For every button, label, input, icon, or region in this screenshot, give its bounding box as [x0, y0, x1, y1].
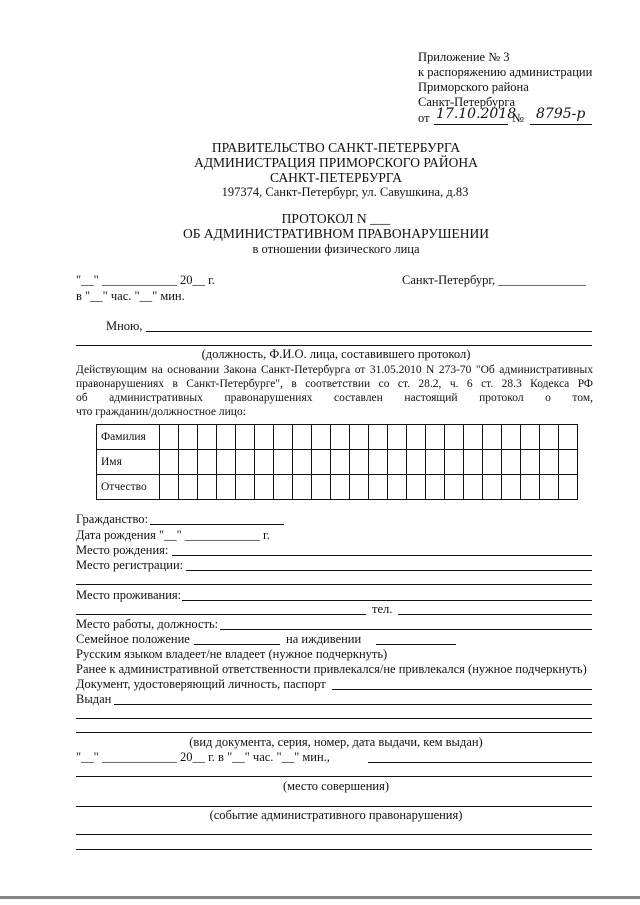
fio-letter-cell[interactable] [540, 475, 559, 500]
fio-letter-cell[interactable] [255, 450, 274, 475]
fio-letter-cell[interactable] [350, 425, 369, 450]
fio-letter-cell[interactable] [293, 425, 312, 450]
fio-letter-cell[interactable] [502, 425, 521, 450]
fio-letter-cell[interactable] [426, 450, 445, 475]
birth-place-label: Место рождения: [76, 543, 169, 557]
fio-letter-cell[interactable] [426, 475, 445, 500]
fio-letter-cell[interactable] [369, 475, 388, 500]
phone-label: тел. [372, 602, 393, 616]
event-field-2[interactable] [76, 834, 592, 835]
fio-letter-cell[interactable] [217, 425, 236, 450]
fio-letter-cell[interactable] [293, 475, 312, 500]
issued-field-2[interactable] [76, 718, 592, 719]
fio-letter-cell[interactable] [160, 450, 179, 475]
phone-field[interactable] [398, 614, 592, 615]
fio-letter-cell[interactable] [407, 475, 426, 500]
registration-field-2[interactable] [76, 584, 592, 585]
fio-letter-cell[interactable] [388, 425, 407, 450]
dependents-label: на иждивении [286, 632, 362, 646]
fio-letter-cell[interactable] [331, 425, 350, 450]
fio-letter-cell[interactable] [236, 425, 255, 450]
fio-letter-cell[interactable] [331, 475, 350, 500]
fio-letter-cell[interactable] [521, 475, 540, 500]
appendix-from-label: от [418, 111, 430, 125]
fio-letter-cell[interactable] [426, 425, 445, 450]
event-caption: (событие административного правонарушения) [209, 808, 463, 822]
protocol-time: в "__" час. "__" мин. [76, 289, 185, 303]
statement-line-4: что гражданин/должностное лицо: [76, 406, 246, 418]
fio-letter-cell[interactable] [217, 450, 236, 475]
fio-letter-cell[interactable] [540, 425, 559, 450]
fio-row-label: Фамилия [97, 425, 160, 450]
fio-letter-cell[interactable] [388, 450, 407, 475]
fio-letter-cell[interactable] [407, 450, 426, 475]
appendix-line-2: к распоряжению администрации [418, 65, 593, 79]
fio-letter-cell[interactable] [179, 475, 198, 500]
fio-letter-cell[interactable] [483, 425, 502, 450]
fio-row [97, 450, 578, 475]
event-time: "__" ____________ 20__ г. в "__" час. "__" мин., [76, 750, 330, 764]
fio-letter-cell[interactable] [559, 425, 578, 450]
appendix-date-handwritten: 17.10.2018 [436, 106, 517, 122]
citizenship-label: Гражданство: [76, 512, 149, 526]
fio-letter-cell[interactable] [179, 425, 198, 450]
fio-letter-cell[interactable] [274, 450, 293, 475]
previous-liability-line: Ранее к административной ответственности привлекался/не привлекался (нужное подчеркнуть) [76, 662, 587, 676]
family-label: Семейное положение [76, 632, 190, 646]
work-field[interactable] [220, 629, 592, 630]
appendix-line-1: Приложение № 3 [418, 50, 510, 64]
protocol-date: "__" ____________ 20__ г. [76, 273, 215, 287]
registration-field[interactable] [186, 570, 592, 571]
fio-letter-cell[interactable] [559, 450, 578, 475]
issued-label: Выдан [76, 692, 112, 706]
fio-letter-cell[interactable] [179, 450, 198, 475]
protocol-subtitle: ОБ АДМИНИСТРАТИВНОМ ПРАВОНАРУШЕНИИ [183, 226, 489, 241]
protocol-title: ПРОТОКОЛ N ___ [281, 211, 391, 226]
fio-letter-cell[interactable] [445, 425, 464, 450]
fio-letter-cell[interactable] [407, 425, 426, 450]
work-label: Место работы, должность: [76, 617, 219, 631]
fio-letter-cell[interactable] [502, 475, 521, 500]
org-header-line-1: ПРАВИТЕЛЬСТВО САНКТ-ПЕТЕРБУРГА [211, 140, 461, 155]
fio-letter-cell[interactable] [255, 475, 274, 500]
fio-letter-cell[interactable] [274, 425, 293, 450]
fio-letter-cell[interactable] [559, 475, 578, 500]
id-document-label: Документ, удостоверяющий личность, паспорт [76, 677, 326, 691]
scan-edge-line [0, 896, 640, 899]
fio-letter-cell[interactable] [483, 450, 502, 475]
mnoyu-label: Мною, [106, 319, 143, 333]
fio-letter-cell[interactable] [483, 475, 502, 500]
mnoyu-line-1 [146, 331, 592, 332]
fio-letter-cell[interactable] [312, 450, 331, 475]
citizenship-field[interactable] [150, 524, 284, 525]
issued-field-3[interactable] [76, 732, 592, 733]
birth-date-field[interactable]: Дата рождения "__" ____________ г. [76, 528, 270, 542]
protocol-city: Санкт-Петербург, ______________ [402, 273, 586, 287]
statement-line-1: Действующим на основании Закона Санкт-Петербурга от 31.05.2010 N 273-70 "Об административных [76, 364, 593, 376]
fio-letter-cell[interactable] [255, 425, 274, 450]
fio-letter-cell[interactable] [464, 450, 483, 475]
place-caption: (место совершения) [282, 779, 390, 793]
appendix-line-3: Приморского района [418, 80, 529, 94]
fio-row-label: Имя [97, 450, 160, 475]
fio-letter-cell[interactable] [198, 475, 217, 500]
appendix-line-4: Санкт-Петербурга [418, 95, 516, 109]
appendix-number-underline [530, 124, 592, 125]
issued-field[interactable] [114, 704, 592, 705]
residence-field[interactable] [182, 600, 592, 601]
fio-letter-cell[interactable] [464, 475, 483, 500]
dependents-field[interactable] [376, 644, 456, 645]
id-document-field[interactable] [332, 689, 592, 690]
org-header-line-2: АДМИНИСТРАЦИЯ ПРИМОРСКОГО РАЙОНА [194, 155, 478, 170]
fio-letter-cell[interactable] [312, 475, 331, 500]
fio-letter-cell[interactable] [198, 425, 217, 450]
fio-letter-cell[interactable] [388, 475, 407, 500]
fio-letter-cell[interactable] [274, 475, 293, 500]
org-address: 197374, Санкт-Петербург, ул. Савушкина, д.83 [221, 185, 469, 199]
fio-letter-cell[interactable] [236, 475, 255, 500]
fio-letter-cell[interactable] [464, 425, 483, 450]
event-field-3[interactable] [76, 849, 592, 850]
protocol-subject: в отношении физического лица [252, 242, 420, 256]
fio-row-label: Отчество [97, 475, 160, 500]
appendix-number-label: № [512, 111, 524, 125]
document-caption: (вид документа, серия, номер, дата выдачи, кем выдан) [189, 735, 483, 749]
fio-letter-cell[interactable] [350, 475, 369, 500]
event-time-field[interactable] [368, 762, 592, 763]
residence-field-2[interactable] [76, 614, 366, 615]
fio-row [97, 425, 578, 450]
fio-letter-cell[interactable] [160, 425, 179, 450]
fio-letter-cell[interactable] [521, 450, 540, 475]
birth-place-field[interactable] [172, 555, 592, 556]
fio-letter-cell[interactable] [331, 450, 350, 475]
fio-letter-cell[interactable] [160, 475, 179, 500]
fio-letter-cell[interactable] [236, 450, 255, 475]
fio-letter-cell[interactable] [369, 450, 388, 475]
residence-label: Место проживания: [76, 588, 182, 602]
fio-letter-cell[interactable] [521, 425, 540, 450]
appendix-date-underline [434, 124, 508, 125]
registration-label: Место регистрации: [76, 558, 184, 572]
family-field[interactable] [194, 644, 280, 645]
fio-letter-cell[interactable] [445, 475, 464, 500]
fio-letter-cell[interactable] [198, 450, 217, 475]
fio-row [97, 475, 578, 500]
appendix-number-handwritten: 8795-р [536, 106, 586, 122]
fio-letter-cell[interactable] [540, 450, 559, 475]
org-header-line-3: САНКТ-ПЕТЕРБУРГА [269, 170, 402, 185]
russian-language-line: Русским языком владеет/не владеет (нужное подчеркнуть) [76, 647, 388, 661]
place-field[interactable] [76, 776, 592, 777]
fio-letter-cell[interactable] [350, 450, 369, 475]
event-field[interactable] [76, 806, 592, 807]
fio-letter-cell[interactable] [502, 450, 521, 475]
fio-letter-cell[interactable] [445, 450, 464, 475]
fio-letter-cell[interactable] [369, 425, 388, 450]
statement-line-2: правонарушениях в Санкт-Петербурге", в соответствии со ст. 28.2, ч. 6 ст. 28.3 Кодекса РФ [76, 378, 593, 390]
fio-letter-cell[interactable] [293, 450, 312, 475]
fio-letter-cell[interactable] [312, 425, 331, 450]
fio-letter-cell[interactable] [217, 475, 236, 500]
fio-table [96, 424, 578, 500]
statement-line-3: об административных правонарушениях составлен настоящий протокол о том, [76, 392, 593, 404]
mnoyu-line-2 [76, 345, 592, 346]
mnoyu-caption: (должность, Ф.И.О. лица, составившего протокол) [201, 347, 471, 361]
